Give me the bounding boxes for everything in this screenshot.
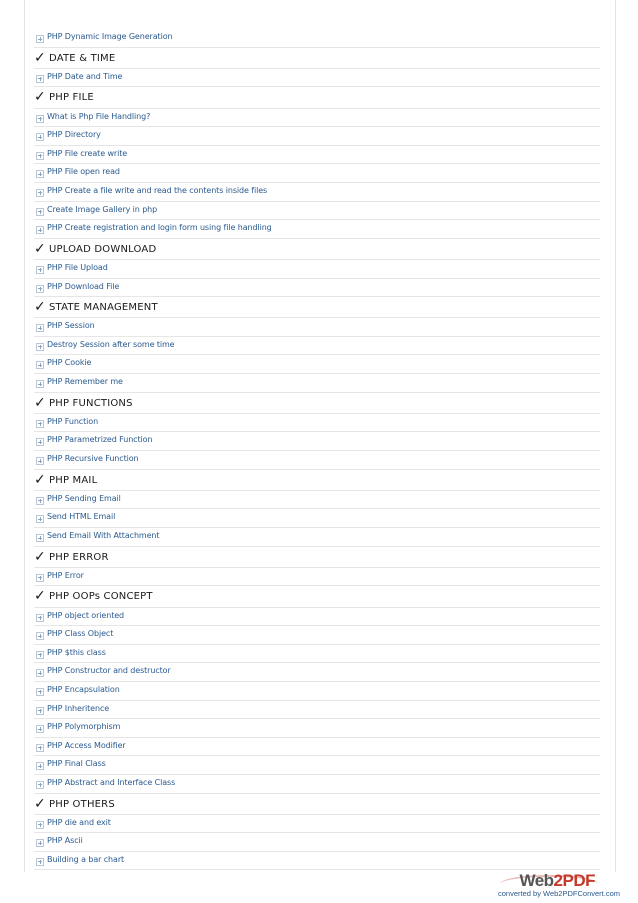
topic-link-row[interactable] [34, 69, 600, 88]
topic-link-row[interactable] [34, 701, 600, 720]
plus-box-icon [36, 152, 44, 160]
plus-box-icon [36, 744, 44, 752]
plus-box-icon [36, 614, 44, 622]
plus-box-icon [36, 497, 44, 505]
plus-box-icon [36, 651, 44, 659]
checkmark-icon: ✓ [34, 89, 46, 106]
topic-link-row[interactable] [34, 719, 600, 738]
plus-box-icon [36, 707, 44, 715]
topic-link-row[interactable] [34, 202, 600, 221]
topic-link-row[interactable] [34, 183, 600, 202]
checkmark-icon: ✓ [34, 394, 46, 411]
plus-box-icon [36, 839, 44, 847]
topic-link[interactable]: PHP Create registration and login form using file handling [47, 223, 272, 233]
topic-link[interactable]: PHP Date and Time [47, 71, 123, 81]
web2pdf-logo [519, 871, 595, 891]
topic-link[interactable]: PHP Create a file write and read the contents inside files [47, 185, 268, 195]
plus-box-icon [36, 574, 44, 582]
topic-link[interactable]: Destroy Session after some time [47, 339, 175, 349]
topic-link-row[interactable] [34, 491, 600, 510]
section-heading [34, 87, 600, 108]
checkmark-icon: ✓ [34, 299, 46, 316]
plus-box-icon [36, 781, 44, 789]
plus-box-icon [36, 725, 44, 733]
section-heading [34, 586, 600, 607]
section-title: PHP FILE [49, 92, 94, 104]
topic-link-row[interactable] [34, 568, 600, 587]
topic-link-row[interactable] [34, 775, 600, 794]
topic-link-row[interactable] [34, 337, 600, 356]
section-title: PHP ERROR [49, 551, 109, 563]
plus-box-icon [36, 534, 44, 542]
plus-box-icon [36, 266, 44, 274]
topic-link[interactable]: PHP Ascii [47, 836, 83, 846]
topic-link[interactable]: PHP Dynamic Image Generation [47, 32, 173, 41]
section-heading [34, 239, 600, 260]
topic-link-row[interactable] [34, 528, 600, 547]
plus-box-icon [36, 438, 44, 446]
topic-link[interactable]: PHP Constructor and destructor [47, 666, 171, 676]
topic-link[interactable]: Send HTML Email [47, 512, 116, 522]
topic-link[interactable]: PHP File open read [47, 167, 120, 177]
section-title: PHP OTHERS [49, 798, 115, 810]
topic-link[interactable]: PHP object oriented [47, 610, 125, 620]
checkmark-icon: ✓ [34, 588, 46, 605]
section-heading [34, 393, 600, 414]
plus-box-icon [36, 420, 44, 428]
plus-box-icon [36, 208, 44, 216]
plus-box-icon [36, 632, 44, 640]
topic-link[interactable]: PHP Class Object [47, 629, 114, 639]
topic-link[interactable]: PHP Function [47, 416, 99, 426]
topic-link[interactable]: PHP Download File [47, 281, 120, 291]
topic-link[interactable]: PHP Error [47, 570, 84, 580]
topic-link-row[interactable] [34, 738, 600, 757]
plus-box-icon [36, 226, 44, 234]
topic-link[interactable]: PHP Encapsulation [47, 684, 120, 694]
topic-link-row[interactable] [34, 109, 600, 128]
plus-box-icon [36, 170, 44, 178]
topic-link-row[interactable] [34, 626, 600, 645]
topic-link-row[interactable] [34, 414, 600, 433]
topic-list [34, 29, 600, 870]
topic-link-row[interactable] [34, 645, 600, 664]
section-title: UPLOAD DOWNLOAD [49, 243, 157, 255]
topic-link-row[interactable] [34, 756, 600, 775]
plus-box-icon [36, 361, 44, 369]
plus-box-icon [36, 688, 44, 696]
topic-link[interactable]: PHP Polymorphism [47, 722, 121, 732]
plus-box-icon [36, 285, 44, 293]
topic-link-row[interactable] [34, 852, 600, 871]
topic-link-row[interactable] [34, 355, 600, 374]
plus-box-icon [36, 457, 44, 465]
plus-box-icon [36, 35, 44, 43]
section-title: PHP MAIL [49, 474, 98, 486]
topic-link[interactable]: PHP Final Class [47, 759, 106, 769]
plus-box-icon [36, 858, 44, 866]
plus-box-icon [36, 515, 44, 523]
plus-box-icon [36, 75, 44, 83]
plus-box-icon [36, 821, 44, 829]
topic-link[interactable]: PHP File Upload [47, 262, 108, 272]
topic-link[interactable]: Send Email With Attachment [47, 531, 160, 540]
checkmark-icon: ✓ [34, 548, 46, 565]
topic-link-row[interactable] [34, 451, 600, 470]
checkmark-icon: ✓ [34, 240, 46, 257]
checkmark-icon: ✓ [34, 471, 46, 488]
topic-link[interactable]: PHP Directory [47, 130, 101, 140]
topic-link-row[interactable] [34, 432, 600, 451]
topic-link[interactable]: PHP File create write [47, 148, 128, 158]
checkmark-icon: ✓ [34, 49, 46, 66]
section-heading [34, 547, 600, 568]
topic-link[interactable]: PHP Access Modifier [47, 740, 126, 750]
section-title: PHP OOPs CONCEPT [49, 591, 153, 603]
logo-text-web: Web [519, 871, 554, 890]
topic-link[interactable]: PHP Sending Email [47, 493, 121, 503]
topic-link-row[interactable] [34, 260, 600, 279]
topic-link-row[interactable] [34, 127, 600, 146]
topic-link-row[interactable] [34, 164, 600, 183]
topic-link-row[interactable] [34, 509, 600, 528]
section-heading [34, 794, 600, 815]
plus-box-icon [36, 133, 44, 141]
section-heading [34, 470, 600, 491]
topic-link[interactable]: Building a bar chart [47, 854, 125, 864]
topic-link[interactable]: PHP Recursive Function [47, 454, 139, 464]
topic-link-row[interactable] [34, 608, 600, 627]
topic-link-row[interactable] [34, 279, 600, 298]
topic-link-row[interactable] [34, 815, 600, 834]
topic-link[interactable]: PHP Abstract and Interface Class [47, 777, 176, 787]
checkmark-icon: ✓ [34, 795, 46, 812]
topic-link-row[interactable] [34, 663, 600, 682]
topic-link[interactable]: PHP Inheritence [47, 703, 110, 713]
section-heading [34, 48, 600, 69]
plus-box-icon [36, 343, 44, 351]
plus-box-icon [36, 189, 44, 197]
plus-box-icon [36, 762, 44, 770]
topic-link-row[interactable] [34, 374, 600, 393]
topic-link-row[interactable] [34, 146, 600, 165]
topic-link-row[interactable] [34, 29, 600, 48]
plus-box-icon [36, 669, 44, 677]
topic-link[interactable]: Create Image Gallery in php [47, 204, 158, 214]
converted-by-link[interactable]: converted by Web2PDFConvert.com [498, 889, 620, 898]
topic-link[interactable]: PHP die and exit [47, 817, 111, 827]
section-heading [34, 297, 600, 318]
topic-link[interactable]: PHP $this class [47, 647, 106, 657]
section-title: DATE & TIME [49, 52, 116, 64]
topic-link[interactable]: PHP Cookie [47, 358, 92, 368]
topic-link-row[interactable] [34, 220, 600, 239]
plus-box-icon [36, 380, 44, 388]
topic-link-row[interactable] [34, 682, 600, 701]
footer [500, 871, 620, 901]
topic-link[interactable]: What is Php File Handling? [47, 111, 151, 121]
section-title: PHP FUNCTIONS [49, 397, 133, 409]
topic-link[interactable]: PHP Session [47, 321, 95, 331]
topic-link[interactable]: PHP Parametrized Function [47, 435, 153, 445]
topic-link-row[interactable] [34, 318, 600, 337]
plus-box-icon [36, 324, 44, 332]
topic-link-row[interactable] [34, 833, 600, 852]
plus-box-icon [36, 115, 44, 123]
logo-text-2pdf: 2PDF [553, 871, 595, 890]
section-title: STATE MANAGEMENT [49, 302, 158, 314]
topic-link[interactable]: PHP Remember me [47, 377, 123, 387]
